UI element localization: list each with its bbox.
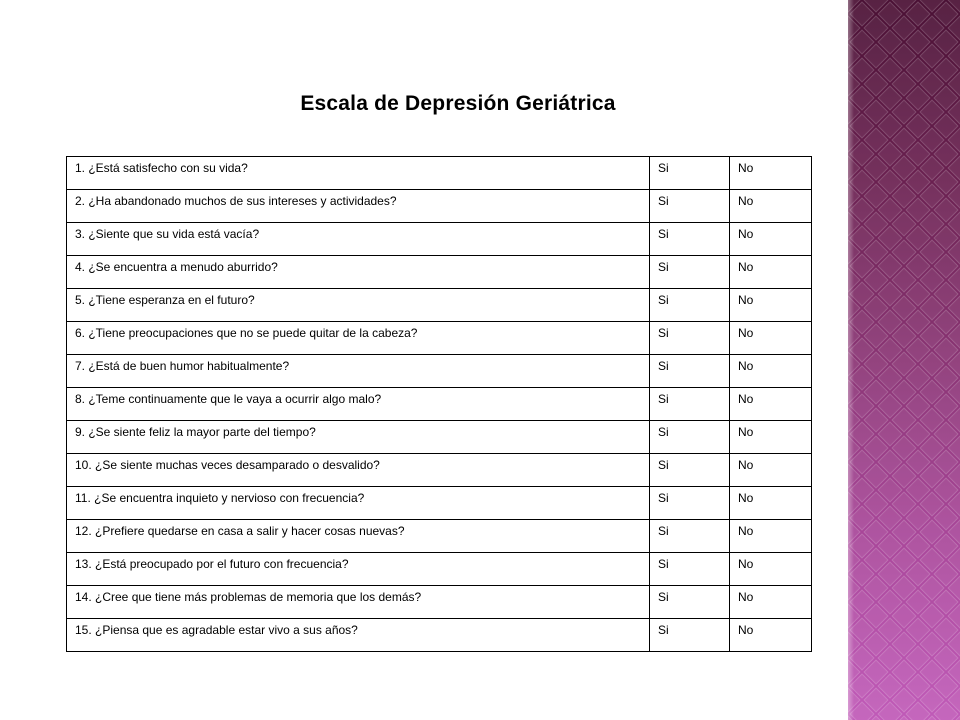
question-cell: 13. ¿Está preocupado por el futuro con frecuencia? [67, 553, 650, 586]
table-row [67, 223, 812, 256]
table-row [67, 454, 812, 487]
answer-no-cell: No [730, 553, 812, 586]
diamond-pattern [848, 0, 960, 720]
table-row [67, 355, 812, 388]
answer-si-cell: Si [650, 421, 730, 454]
answer-si-cell: Si [650, 355, 730, 388]
table-row [67, 322, 812, 355]
question-cell: 9. ¿Se siente feliz la mayor parte del tiempo? [67, 421, 650, 454]
table-row [67, 487, 812, 520]
table-row [67, 157, 812, 190]
answer-si-cell: Si [650, 454, 730, 487]
answer-si-cell: Si [650, 586, 730, 619]
answer-no-cell: No [730, 355, 812, 388]
question-cell: 8. ¿Teme continuamente que le vaya a ocurrir algo malo? [67, 388, 650, 421]
question-cell: 6. ¿Tiene preocupaciones que no se puede quitar de la cabeza? [67, 322, 650, 355]
table-row [67, 520, 812, 553]
answer-si-cell: Si [650, 487, 730, 520]
question-cell: 5. ¿Tiene esperanza en el futuro? [67, 289, 650, 322]
answer-si-cell: Si [650, 256, 730, 289]
answer-no-cell: No [730, 157, 812, 190]
question-cell: 4. ¿Se encuentra a menudo aburrido? [67, 256, 650, 289]
answer-no-cell: No [730, 256, 812, 289]
page-title: Escala de Depresión Geriátrica [300, 92, 616, 115]
answer-no-cell: No [730, 454, 812, 487]
answer-no-cell: No [730, 388, 812, 421]
answer-no-cell: No [730, 322, 812, 355]
answer-no-cell: No [730, 586, 812, 619]
answer-si-cell: Si [650, 388, 730, 421]
question-cell: 1. ¿Está satisfecho con su vida? [67, 157, 650, 190]
question-cell: 14. ¿Cree que tiene más problemas de memoria que los demás? [67, 586, 650, 619]
answer-si-cell: Si [650, 289, 730, 322]
sidebar-edge-highlight [848, 0, 854, 720]
answer-no-cell: No [730, 520, 812, 553]
answer-si-cell: Si [650, 223, 730, 256]
answer-si-cell: Si [650, 190, 730, 223]
question-cell: 2. ¿Ha abandonado muchos de sus intereses y actividades? [67, 190, 650, 223]
question-cell: 10. ¿Se siente muchas veces desamparado o desvalido? [67, 454, 650, 487]
question-cell: 15. ¿Piensa que es agradable estar vivo a sus años? [67, 619, 650, 652]
question-cell: 11. ¿Se encuentra inquieto y nervioso con frecuencia? [67, 487, 650, 520]
answer-si-cell: Si [650, 520, 730, 553]
answer-si-cell: Si [650, 553, 730, 586]
table-row [67, 388, 812, 421]
answer-si-cell: Si [650, 619, 730, 652]
decorative-sidebar [848, 0, 960, 720]
answer-no-cell: No [730, 190, 812, 223]
table-row [67, 553, 812, 586]
answer-no-cell: No [730, 619, 812, 652]
question-cell: 3. ¿Siente que su vida está vacía? [67, 223, 650, 256]
table-row [67, 190, 812, 223]
answer-no-cell: No [730, 289, 812, 322]
answer-no-cell: No [730, 223, 812, 256]
answer-si-cell: Si [650, 157, 730, 190]
answer-no-cell: No [730, 421, 812, 454]
answer-si-cell: Si [650, 322, 730, 355]
answer-no-cell: No [730, 487, 812, 520]
table-row [67, 619, 812, 652]
question-cell: 12. ¿Prefiere quedarse en casa a salir y hacer cosas nuevas? [67, 520, 650, 553]
table-row [67, 256, 812, 289]
question-cell: 7. ¿Está de buen humor habitualmente? [67, 355, 650, 388]
table-row [67, 289, 812, 322]
table-row [67, 421, 812, 454]
depression-scale-table [66, 156, 812, 652]
table-row [67, 586, 812, 619]
